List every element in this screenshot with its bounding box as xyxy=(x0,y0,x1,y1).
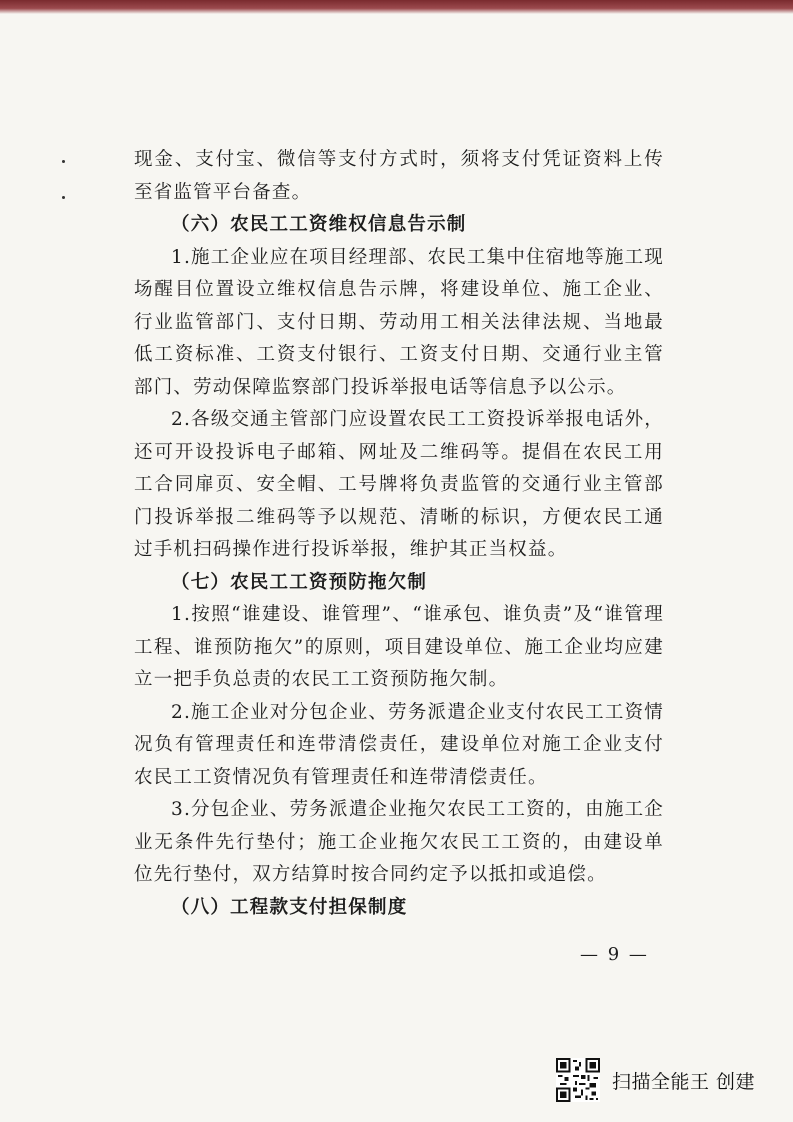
section-heading-8: （八）工程款支付担保制度 xyxy=(171,896,408,918)
document-body xyxy=(134,144,664,924)
paragraph-6-1: 1.施工企业应在项目经理部、农民工集中住宿地等施工现场醒目位置设立维权信息告示牌，将建设单位、施工企业、行业监管部门、支付日期、劳动用工相关法律法规、当地最低工资标准、工资支付银行、工资支付日期、交通行业主管部门、劳动保障监察部门投诉举报电话等信息予以公示。 xyxy=(134,246,664,398)
paragraph-7-3: 3.分包企业、劳务派遣企业拖欠农民工工资的，由施工企业无条件先行垫付；施工企业拖欠农民工工资的，由建设单位先行垫付，双方结算时按合同约定予以抵扣或追偿。 xyxy=(134,799,664,885)
paragraph-7-1: 1.按照“谁建设、谁管理”、“谁承包、谁负责”及“谁管理工程、谁预防拖欠”的原则，项目建设单位、施工企业均应建立一把手负总责的农民工工资预防拖欠制。 xyxy=(134,604,664,690)
margin-dot-2 xyxy=(62,196,65,199)
qr-code-icon xyxy=(556,1058,600,1102)
paragraph-7-2: 2.施工企业对分包企业、劳务派遣企业支付农民工工资情况负有管理责任和连带清偿责任，建设单位对施工企业支付农民工工资情况负有管理责任和连带清偿责任。 xyxy=(134,701,664,788)
paragraph-6-2: 2.各级交通主管部门应设置农民工工资投诉举报电话外，还可开设投诉电子邮箱、网址及二维码等。提倡在农民工用工合同扉页、安全帽、工号牌将负责监管的交通行业主管部门投诉举报二维码等予以规范、清晰的标识，方便农民工通过手机扫码操作进行投诉举报，维护其正当权益。 xyxy=(134,409,664,560)
section-heading-6: （六）农民工工资维权信息告示制 xyxy=(171,214,467,235)
page-number: — 9 — xyxy=(580,944,649,965)
paragraph-continuation: 现金、支付宝、微信等支付方式时，须将支付凭证资料上传至省监管平台备查。 xyxy=(134,149,664,203)
margin-dot-1 xyxy=(62,160,65,163)
scanner-watermark xyxy=(556,1058,755,1102)
top-edge-band xyxy=(0,0,793,14)
watermark-text: 扫描全能王 创建 xyxy=(612,1070,756,1093)
section-heading-7: （七）农民工工资预防拖欠制 xyxy=(171,571,428,593)
